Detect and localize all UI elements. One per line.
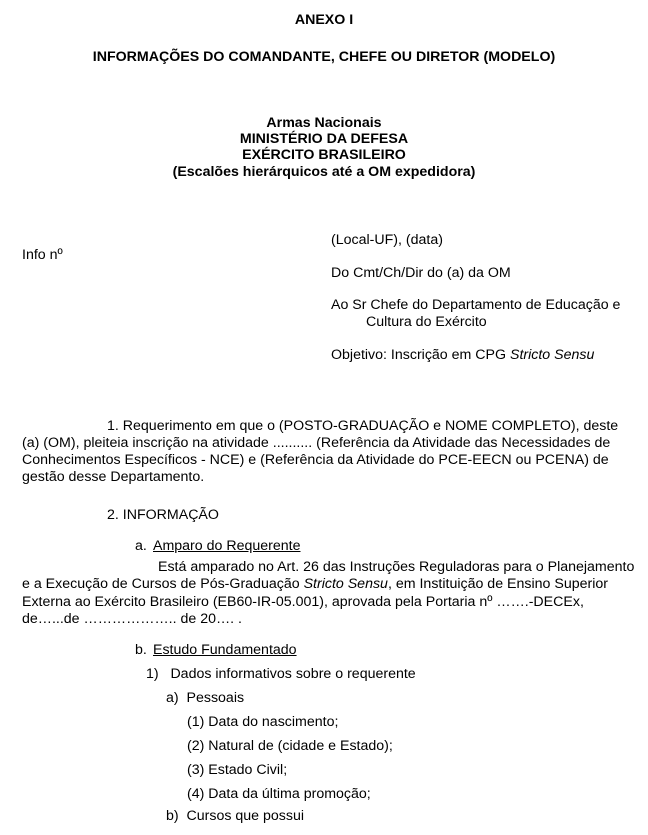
item-a-line3: Externa ao Exército Brasileiro (EB60-IR-05.001), aprovada pela Portaria nº …….-DECEx, — [22, 594, 584, 610]
item-a-line2-italic: Stricto Sensu — [303, 576, 388, 592]
info-number-label: Info nº — [22, 247, 63, 263]
section1-line2: (a) (OM), pleiteia inscrição na atividade .......... (Referência da Atividade das Necessidades de — [22, 435, 611, 451]
item-a-line2 — [22, 576, 608, 592]
item-b1a: a) Pessoais — [166, 690, 245, 706]
recipient-line-2: Cultura do Exército — [366, 314, 487, 330]
objective-line — [331, 347, 594, 363]
item-b1: 1) Dados informativos sobre o requerente — [146, 666, 416, 682]
item-a-line4: de…...de ……………….. de 20…. . — [22, 611, 242, 627]
document-title: INFORMAÇÕES DO COMANDANTE, CHEFE OU DIRETOR (MODELO) — [92, 49, 556, 65]
item-a-title: Amparo do Requerente — [153, 538, 301, 554]
personal-item-1: (1) Data do nascimento; — [187, 714, 339, 730]
item-a-marker: a. — [135, 538, 147, 554]
item-b-title: Estudo Fundamentado — [153, 642, 297, 658]
letterhead-hierarchy: (Escalões hierárquicos até a OM expedidora) — [172, 164, 476, 180]
recipient-line-1: Ao Sr Chefe do Departamento de Educação e — [331, 297, 621, 313]
letterhead-army: EXÉRCITO BRASILEIRO — [242, 147, 406, 163]
item-b-marker: b. — [135, 642, 147, 658]
objective-italic: Stricto Sensu — [509, 347, 595, 363]
item-b1b: b) Cursos que possui — [166, 808, 305, 824]
item-a-line1: Está amparado no Art. 26 das Instruções Reguladoras para o Planejamento — [158, 559, 635, 575]
letterhead-arms: Armas Nacionais — [266, 115, 382, 131]
section1-line3: Conhecimentos Específicos - NCE) e (Referência da Atividade do PCE-EECN ou PCENA) de — [22, 452, 609, 468]
section2-heading: 2. INFORMAÇÃO — [107, 507, 219, 523]
objective-prefix: Objetivo: Inscrição em CPG — [331, 347, 510, 363]
item-a-line2-suffix: , em Instituição de Ensino Superior — [387, 576, 608, 592]
sender-line: Do Cmt/Ch/Dir do (a) da OM — [331, 265, 511, 281]
annex-title: ANEXO I — [294, 12, 354, 28]
item-a-line2-prefix: e a Execução de Cursos de Pós-Graduação — [22, 576, 304, 592]
local-date: (Local-UF), (data) — [331, 232, 443, 248]
personal-item-3: (3) Estado Civil; — [187, 762, 288, 778]
personal-item-2: (2) Natural de (cidade e Estado); — [187, 738, 393, 754]
section1-line1: 1. Requerimento em que o (POSTO-GRADUAÇÃO e NOME COMPLETO), deste — [107, 418, 619, 434]
section1-line4: gestão desse Departamento. — [22, 469, 205, 485]
letterhead-ministry: MINISTÉRIO DA DEFESA — [239, 131, 409, 147]
personal-item-4: (4) Data da última promoção; — [187, 786, 371, 802]
